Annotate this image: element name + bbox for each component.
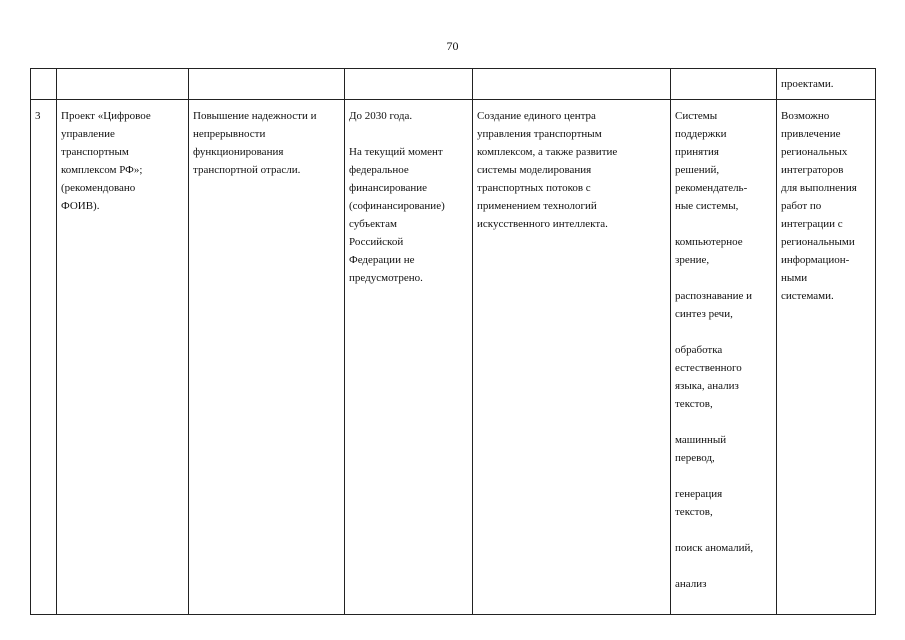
notes-line: региональных (781, 146, 848, 158)
tech-line: поиск аномалий, (675, 542, 754, 554)
table-row (31, 100, 876, 615)
description-line: транспортных потоков с (477, 182, 591, 194)
funding-line: предусмотрено. (349, 272, 423, 284)
cell-technologies (671, 69, 777, 100)
description-line: искусственного интеллекта. (477, 218, 608, 230)
description-line: системы моделирования (477, 164, 592, 176)
funding-line: финансирование (349, 182, 428, 194)
tech-line: машинный (675, 434, 727, 446)
tech-line: перевод, (675, 452, 715, 464)
tech-line: генерация (675, 488, 723, 500)
notes-line: интеграторов (781, 164, 844, 176)
notes-line: привлечение (781, 128, 841, 140)
tech-line: решений, (675, 164, 720, 176)
funding-line: Российской (349, 236, 404, 248)
project-line: управление (61, 128, 115, 140)
notes-line: работ по (781, 200, 822, 212)
cell-description (473, 69, 671, 100)
tech-line: распознавание и (675, 290, 752, 302)
cell-description (473, 100, 671, 615)
tech-line: текстов, (675, 398, 713, 410)
tech-line: синтез речи, (675, 308, 733, 320)
measures-table (30, 68, 876, 615)
tech-line: анализ (675, 578, 707, 590)
project-line: ФОИВ). (61, 200, 100, 212)
cell-goal (189, 100, 345, 615)
funding-line: На текущий момент (349, 146, 443, 158)
notes-line: системами. (781, 290, 834, 302)
goal-line: транспортной отрасли. (193, 164, 301, 176)
tech-line: поддержки (675, 128, 727, 140)
cell-num (31, 69, 57, 100)
notes-line: информацион- (781, 254, 850, 266)
funding-line: (софинансирование) (349, 200, 445, 212)
notes-line: Возможно (781, 110, 830, 122)
funding-line: субъектам (349, 218, 397, 230)
goal-line: функционирования (193, 146, 284, 158)
notes-continuation-text: проектами. (781, 78, 834, 90)
cell-project-name (57, 100, 189, 615)
tech-line: рекомендатель- (675, 182, 748, 194)
cell-project (57, 69, 189, 100)
notes-line: для выполнения (781, 182, 857, 194)
cell-funding (345, 69, 473, 100)
project-line: (рекомендовано (61, 182, 136, 194)
notes-line: региональными (781, 236, 855, 248)
cell-notes (777, 69, 876, 100)
description-line: применением технологий (477, 200, 597, 212)
page-number: 70 (446, 39, 459, 53)
notes-line: интеграции с (781, 218, 843, 230)
description-line: управления транспортным (477, 128, 602, 140)
tech-line: компьютерное (675, 236, 743, 248)
tech-line: принятия (675, 146, 719, 158)
project-line: транспортным (61, 146, 129, 158)
tech-line: естественного (675, 362, 742, 374)
tech-line: обработка (675, 344, 723, 356)
cell-row-number (31, 100, 57, 615)
goal-line: непрерывности (193, 128, 266, 140)
cell-funding (345, 100, 473, 615)
project-line: Проект «Цифровое (61, 110, 151, 122)
cell-notes (777, 100, 876, 615)
row-number: 3 (35, 110, 41, 122)
funding-deadline: До 2030 года. (349, 110, 413, 122)
description-line: Создание единого центра (477, 110, 596, 122)
notes-line: ными (781, 272, 808, 284)
tech-line: текстов, (675, 506, 713, 518)
table-row-continuation (31, 69, 876, 100)
tech-line: Системы (675, 110, 718, 122)
description-line: комплексом, а также развитие (477, 146, 618, 158)
funding-line: Федерации не (349, 254, 415, 266)
tech-line: ные системы, (675, 200, 739, 212)
tech-line: зрение, (675, 254, 710, 266)
goal-line: Повышение надежности и (193, 110, 317, 122)
project-line: комплексом РФ»; (61, 164, 143, 176)
cell-technologies (671, 100, 777, 615)
cell-goal (189, 69, 345, 100)
tech-line: языка, анализ (675, 380, 739, 392)
funding-line: федеральное (349, 164, 409, 176)
